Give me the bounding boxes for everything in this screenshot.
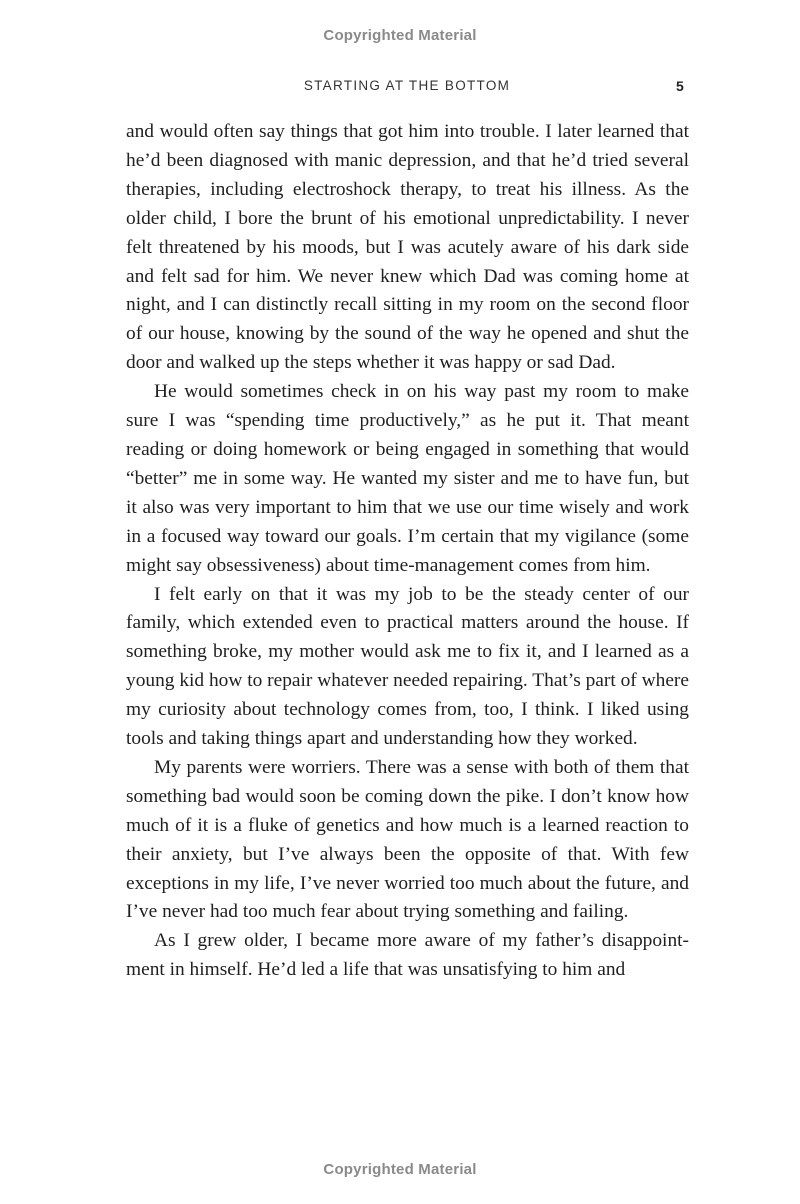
running-head	[0, 78, 800, 96]
paragraph-1: and would often say things that got him into trouble. I later learned that he’d been diagnosed with manic depression, and that he’d tried several therapies, including electroshock therapy, to treat his illness. As the older child, I bore the brunt of his emotional unpredictability. I never felt threatened by his moods, but I was acutely aware of his dark side and felt sad for him. We never knew which Dad was coming home at night, and I can distinctly recall sitting in my room on the second floor of our house, knowing by the sound of the way he opened and shut the door and walked up the steps whether it was happy or sad Dad.	[126, 121, 689, 374]
paragraph-2: He would sometimes check in on his way past my room to make sure I was “spending time productively,” as he put it. That meant reading or doing homework or being engaged in something that would “better” me in some way. He wanted my sister and me to have fun, but it also was very important to him that we use our time wisely and work in a focused way toward our goals. I’m certain that my vigilance (some might say obsessiveness) about time-management comes from him.	[126, 381, 689, 576]
paragraph-5: As I grew older, I became more aware of my father’s disappointment in himself. He’d led a life that was unsatisfying to him and	[126, 930, 689, 981]
copyright-watermark-bottom: Copyrighted Material	[323, 1161, 477, 1178]
body-text	[126, 118, 689, 985]
page-number: 5	[676, 78, 684, 94]
paragraph-4: My parents were worriers. There was a sense with both of them that something bad would soon be coming down the pike. I don’t know how much of it is a fluke of genetics and how much is a learned reaction to their anxiety, but I’ve always been the opposite of that. With few exceptions in my life, I’ve never worried too much about the future, and I’ve never had too much fear about trying something and failing.	[126, 756, 689, 923]
paragraph-3: I felt early on that it was my job to be the steady center of our family, which extended even to practical matters around the house. If something broke, my mother would ask me to fix it, and I learned as a young kid how to repair whatever needed repairing. That’s part of where my curiosity about technology comes from, too, I think. I liked using tools and taking things apart and understanding how they worked.	[126, 583, 689, 750]
copyright-watermark-top: Copyrighted Material	[323, 27, 477, 44]
chapter-title: STARTING AT THE BOTTOM	[303, 78, 511, 93]
